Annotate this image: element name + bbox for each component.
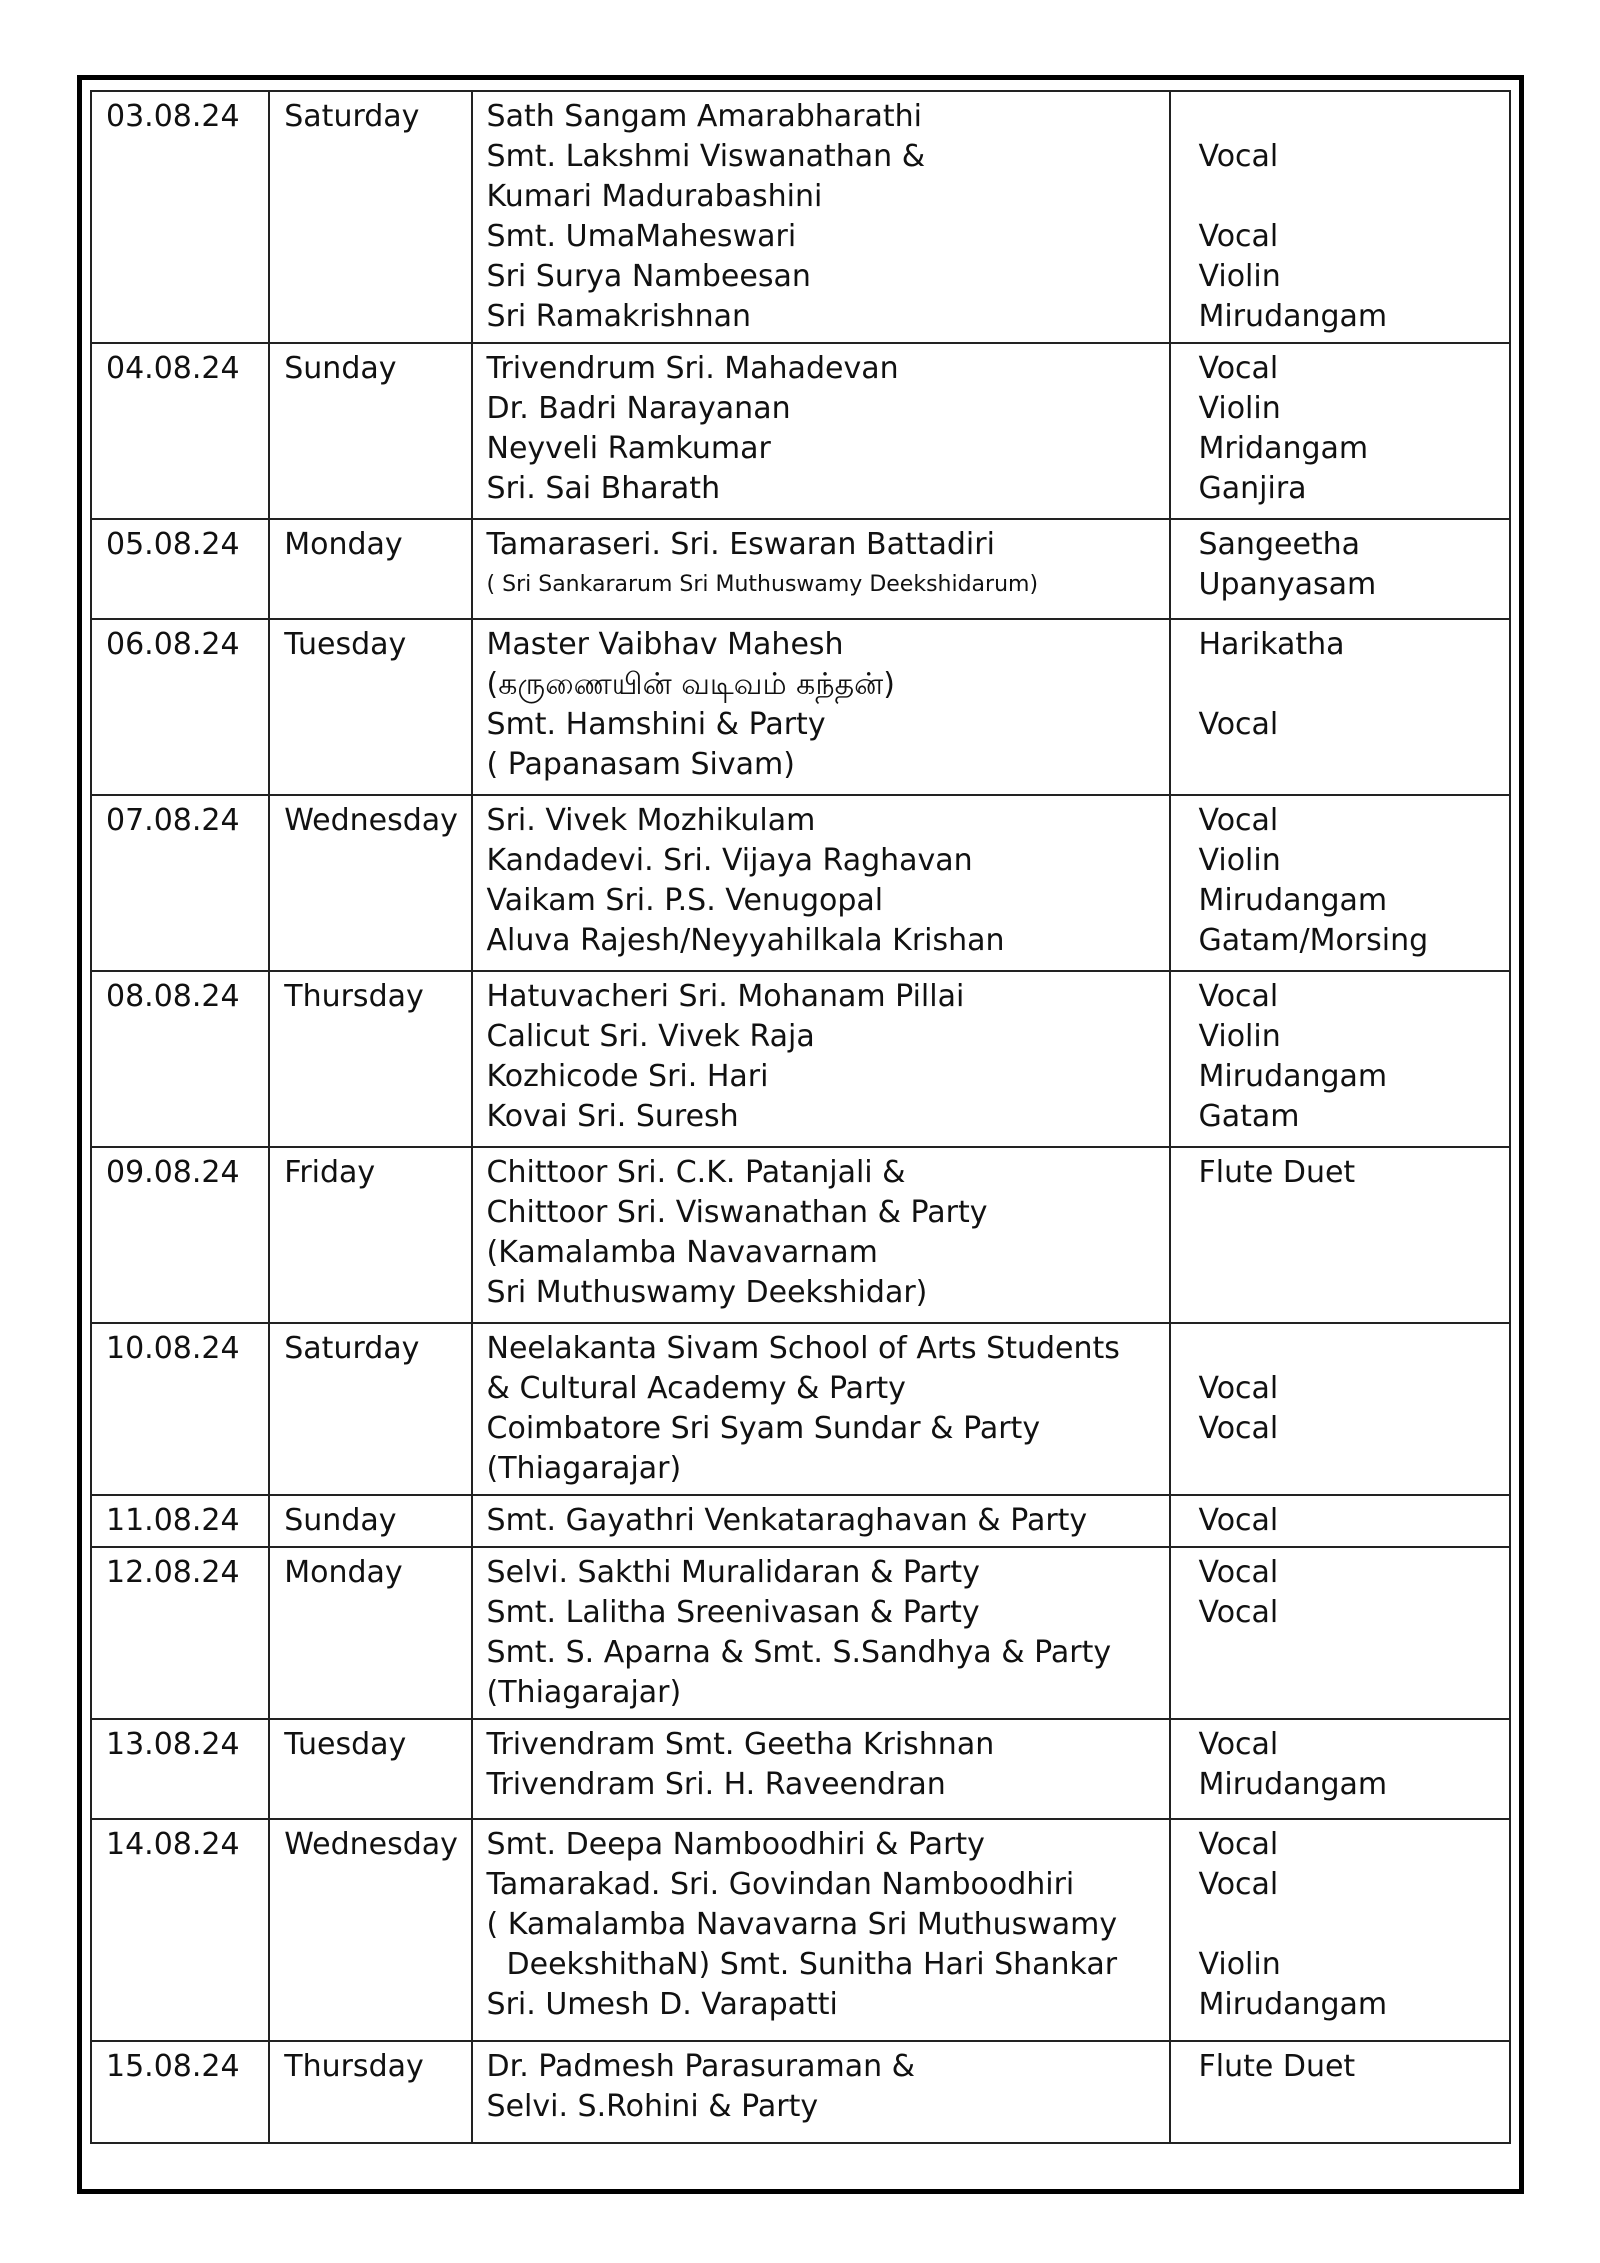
instruments-cell <box>1170 1323 1511 1495</box>
schedule-row <box>91 971 1510 1147</box>
instrument-line: Vocal <box>1198 707 1279 742</box>
performer-line: ( Papanasam Sivam) <box>486 747 795 782</box>
day-cell: Wednesday <box>269 1819 471 2041</box>
schedule-row <box>91 519 1510 619</box>
instrument-line: Gatam <box>1198 1099 1300 1134</box>
performer-line: Smt. Lakshmi Viswanathan & <box>486 139 926 174</box>
instrument-line: Vocal <box>1198 1555 1279 1590</box>
performer-line: Smt. UmaMaheswari <box>486 219 797 254</box>
date-cell: 03.08.24 <box>91 91 269 343</box>
date-cell: 04.08.24 <box>91 343 269 519</box>
day-cell: Sunday <box>269 343 471 519</box>
day-cell: Thursday <box>269 2041 471 2143</box>
performer-line: Coimbatore Sri Syam Sundar & Party <box>486 1411 1041 1446</box>
instrument-line: Vocal <box>1198 1867 1279 1902</box>
instrument-line: Violin <box>1198 259 1281 294</box>
date-cell: 09.08.24 <box>91 1147 269 1323</box>
instrument-line: Violin <box>1198 1019 1281 1054</box>
performers-cell <box>472 1547 1170 1719</box>
instrument-line <box>1199 1273 1496 1313</box>
performer-line: Selvi. S.Rohini & Party <box>486 2089 819 2124</box>
schedule-body <box>91 91 1510 2143</box>
date-cell: 06.08.24 <box>91 619 269 795</box>
instrument-line: Gatam/Morsing <box>1198 923 1429 958</box>
performers-cell <box>472 619 1170 795</box>
instrument-line: Vocal <box>1198 1503 1279 1538</box>
date-cell: 10.08.24 <box>91 1323 269 1495</box>
instrument-line: Vocal <box>1198 1411 1279 1446</box>
performer-line: Trivendrum Sri. Mahadevan <box>486 351 899 386</box>
date-cell: 13.08.24 <box>91 1719 269 1819</box>
day-cell: Sunday <box>269 1495 471 1547</box>
instrument-line: Mridangam <box>1198 431 1369 466</box>
instrument-line <box>1199 1233 1496 1273</box>
instrument-line: Vocal <box>1198 803 1279 838</box>
performers-cell <box>472 1819 1170 2041</box>
instruments-cell <box>1170 1147 1511 1323</box>
performers-cell <box>472 2041 1170 2143</box>
performer-line: Smt. Hamshini & Party <box>486 707 826 742</box>
schedule-row <box>91 1147 1510 1323</box>
instrument-line <box>1199 1673 1496 1713</box>
performer-line: Sri Muthuswamy Deekshidar) <box>486 1275 928 1310</box>
instruments-cell <box>1170 971 1511 1147</box>
instrument-line <box>1199 97 1496 137</box>
schedule-table <box>90 90 1511 2144</box>
schedule-row <box>91 1719 1510 1819</box>
day-cell: Saturday <box>269 91 471 343</box>
performer-line: (Thiagarajar) <box>486 1451 682 1486</box>
instrument-line: Ganjira <box>1198 471 1307 506</box>
performer-line: Sri Ramakrishnan <box>486 299 752 334</box>
date-cell: 05.08.24 <box>91 519 269 619</box>
schedule-row <box>91 91 1510 343</box>
instrument-line: Flute Duet <box>1198 2049 1356 2084</box>
performer-line: Sri. Umesh D. Varapatti <box>486 1987 838 2022</box>
day-cell: Thursday <box>269 971 471 1147</box>
schedule-row <box>91 1495 1510 1547</box>
performer-line: Tamaraseri. Sri. Eswaran Battadiri <box>486 527 995 562</box>
instrument-line <box>1199 2087 1496 2127</box>
performer-line: Smt. Deepa Namboodhiri & Party <box>486 1827 985 1862</box>
instruments-cell <box>1170 2041 1511 2143</box>
performer-line: (கருணையின் வடிவம் கந்தன்) <box>486 667 895 702</box>
day-cell: Friday <box>269 1147 471 1323</box>
instrument-line: Vocal <box>1198 979 1279 1014</box>
schedule-row <box>91 1547 1510 1719</box>
instrument-line: Violin <box>1198 843 1281 878</box>
date-cell: 08.08.24 <box>91 971 269 1147</box>
instrument-line <box>1199 177 1496 217</box>
performer-line: Kozhicode Sri. Hari <box>486 1059 769 1094</box>
date-cell: 15.08.24 <box>91 2041 269 2143</box>
instrument-line: Violin <box>1198 1947 1281 1982</box>
instruments-cell <box>1170 1547 1511 1719</box>
day-cell: Monday <box>269 519 471 619</box>
instrument-line: Mirudangam <box>1198 1767 1388 1802</box>
performer-line: DeekshithaN) Smt. Sunitha Hari Shankar <box>506 1947 1118 1982</box>
instrument-line <box>1199 1329 1496 1369</box>
instrument-line: Vocal <box>1198 1827 1279 1862</box>
performer-line: Neelakanta Sivam School of Arts Students <box>486 1331 1120 1366</box>
performer-line: Smt. Lalitha Sreenivasan & Party <box>486 1595 980 1630</box>
schedule-frame <box>77 75 1524 2194</box>
performer-line: Smt. S. Aparna & Smt. S.Sandhya & Party <box>486 1635 1112 1670</box>
performer-line: Trivendram Smt. Geetha Krishnan <box>486 1727 995 1762</box>
instrument-line <box>1199 1193 1496 1233</box>
performers-cell <box>472 343 1170 519</box>
performer-line: (Kamalamba Navavarnam <box>486 1235 878 1270</box>
instruments-cell <box>1170 1819 1511 2041</box>
date-cell: 14.08.24 <box>91 1819 269 2041</box>
instrument-line <box>1199 745 1496 785</box>
performer-line: Master Vaibhav Mahesh <box>486 627 844 662</box>
performer-line: Dr. Padmesh Parasuraman & <box>486 2049 916 2084</box>
performer-line: Kovai Sri. Suresh <box>486 1099 739 1134</box>
performer-line: Kumari Madurabashini <box>486 179 823 214</box>
day-cell: Saturday <box>269 1323 471 1495</box>
performer-line: Trivendram Sri. H. Raveendran <box>486 1767 946 1802</box>
instruments-cell <box>1170 91 1511 343</box>
instrument-line: Vocal <box>1198 139 1279 174</box>
performers-cell <box>472 971 1170 1147</box>
performer-line: Selvi. Sakthi Muralidaran & Party <box>486 1555 980 1590</box>
schedule-row <box>91 1819 1510 2041</box>
day-cell: Tuesday <box>269 619 471 795</box>
day-cell: Wednesday <box>269 795 471 971</box>
performer-line: (Thiagarajar) <box>486 1675 682 1710</box>
performer-line: Chittoor Sri. C.K. Patanjali & <box>486 1155 906 1190</box>
performer-line: ( Sri Sankararum Sri Muthuswamy Deekshidarum) <box>486 572 1039 597</box>
performer-line: Chittoor Sri. Viswanathan & Party <box>486 1195 988 1230</box>
schedule-row <box>91 619 1510 795</box>
performers-cell <box>472 519 1170 619</box>
instrument-line: Mirudangam <box>1198 299 1388 334</box>
date-cell: 12.08.24 <box>91 1547 269 1719</box>
instrument-line <box>1199 1633 1496 1673</box>
instrument-line: Vocal <box>1198 219 1279 254</box>
date-cell: 11.08.24 <box>91 1495 269 1547</box>
schedule-row <box>91 343 1510 519</box>
instruments-cell <box>1170 1719 1511 1819</box>
instrument-line: Harikatha <box>1198 627 1345 662</box>
instrument-line: Mirudangam <box>1198 1059 1388 1094</box>
instruments-cell <box>1170 795 1511 971</box>
schedule-row <box>91 2041 1510 2143</box>
performer-line: Calicut Sri. Vivek Raja <box>486 1019 815 1054</box>
instrument-line: Upanyasam <box>1198 567 1377 602</box>
performers-cell <box>472 1719 1170 1819</box>
instrument-line: Vocal <box>1198 1727 1279 1762</box>
day-cell: Monday <box>269 1547 471 1719</box>
instrument-line: Mirudangam <box>1198 883 1388 918</box>
day-cell: Tuesday <box>269 1719 471 1819</box>
instruments-cell <box>1170 343 1511 519</box>
date-cell: 07.08.24 <box>91 795 269 971</box>
instrument-line: Vocal <box>1198 1595 1279 1630</box>
performer-line: Sri. Vivek Mozhikulam <box>486 803 816 838</box>
instrument-line: Flute Duet <box>1198 1155 1356 1190</box>
instruments-cell <box>1170 619 1511 795</box>
instrument-line: Violin <box>1198 391 1281 426</box>
instrument-line <box>1199 1449 1496 1489</box>
performers-cell <box>472 795 1170 971</box>
performer-line: Aluva Rajesh/Neyyahilkala Krishan <box>486 923 1005 958</box>
instrument-line: Mirudangam <box>1198 1987 1388 2022</box>
instruments-cell <box>1170 519 1511 619</box>
instrument-line <box>1199 1905 1496 1945</box>
instrument-line: Sangeetha <box>1198 527 1361 562</box>
performer-line: ( Kamalamba Navavarna Sri Muthuswamy <box>486 1907 1118 1942</box>
performer-line: Dr. Badri Narayanan <box>486 391 791 426</box>
performer-line: Kandadevi. Sri. Vijaya Raghavan <box>486 843 973 878</box>
performer-line: & Cultural Academy & Party <box>486 1371 906 1406</box>
instrument-line <box>1199 665 1496 705</box>
instrument-line: Vocal <box>1198 1371 1279 1406</box>
performers-cell <box>472 1323 1170 1495</box>
performers-cell <box>472 1147 1170 1323</box>
performers-cell <box>472 91 1170 343</box>
instruments-cell <box>1170 1495 1511 1547</box>
performer-line: Sri. Sai Bharath <box>486 471 721 506</box>
performer-line: Smt. Gayathri Venkataraghavan & Party <box>486 1503 1088 1538</box>
performer-line: Sath Sangam Amarabharathi <box>486 99 923 134</box>
performer-line: Vaikam Sri. P.S. Venugopal <box>486 883 884 918</box>
performer-line: Sri Surya Nambeesan <box>486 259 811 294</box>
performers-cell <box>472 1495 1170 1547</box>
performer-line: Tamarakad. Sri. Govindan Namboodhiri <box>486 1867 1075 1902</box>
schedule-row <box>91 1323 1510 1495</box>
instrument-line: Vocal <box>1198 351 1279 386</box>
performer-line: Hatuvacheri Sri. Mohanam Pillai <box>486 979 965 1014</box>
schedule-row <box>91 795 1510 971</box>
performer-line: Neyveli Ramkumar <box>486 431 771 466</box>
